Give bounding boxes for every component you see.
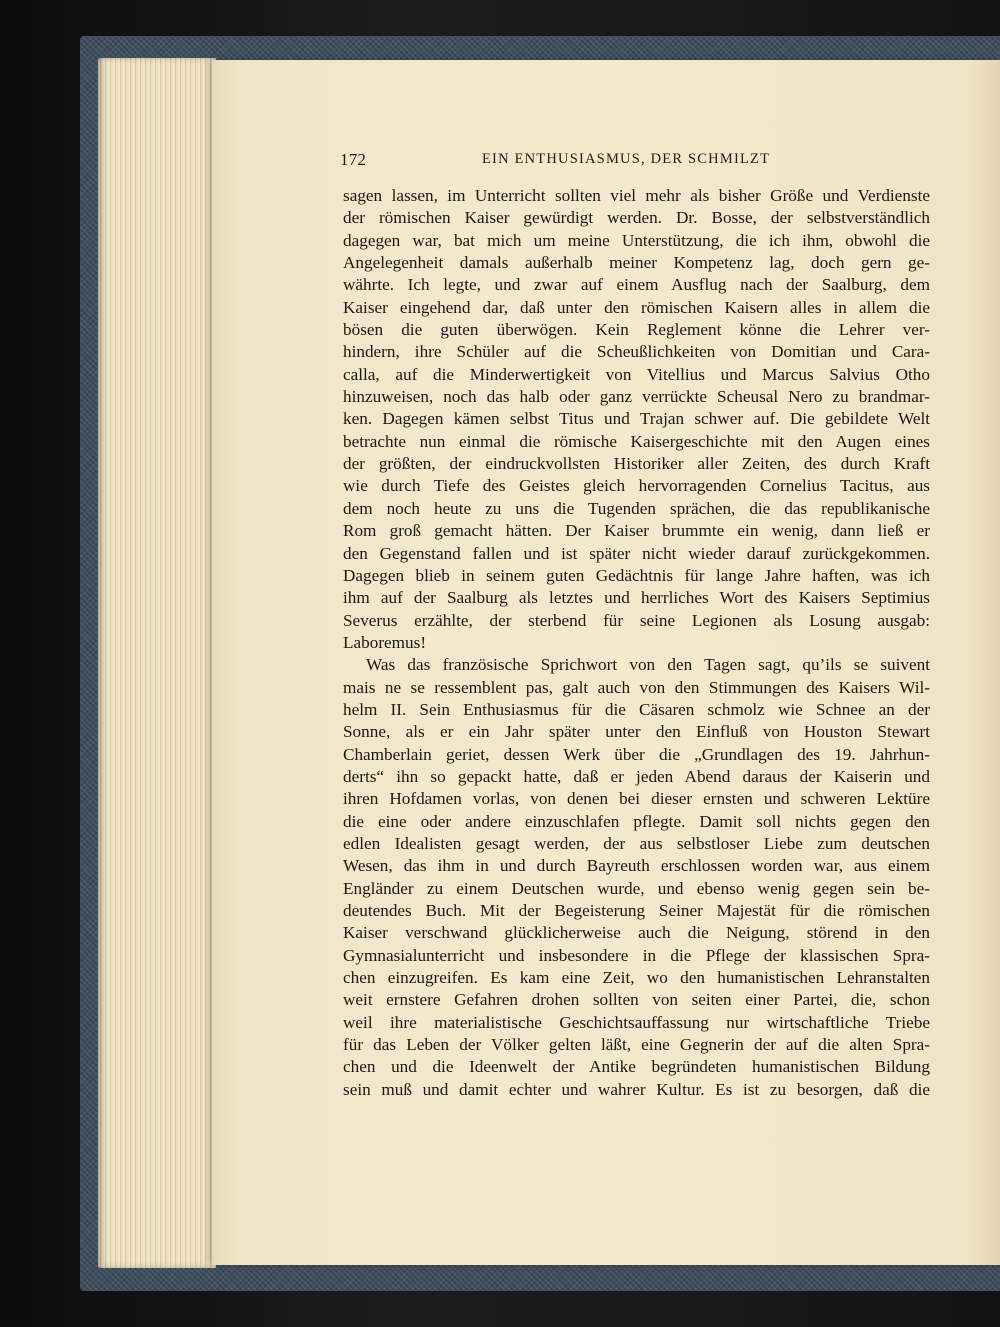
- text-line: mais ne se ressemblent pas, galt auch von den Stimmungen des Kaisers Wil-: [343, 677, 930, 697]
- text-line: für das Leben der Völker gelten läßt, eine Gegnerin der auf die alten Spra-: [343, 1035, 930, 1055]
- text-line: dagegen war, bat mich um meine Unterstützung, die ich ihm, obwohl die: [343, 230, 930, 250]
- text-line: edlen Idealisten gesagt werden, der aus selbstloser Liebe zum deutschen: [343, 833, 930, 853]
- text-line: dem noch heute zu uns die Tugenden sprächen, die das republikanische: [343, 498, 930, 518]
- text-line: die eine oder andere einzuschlafen pflegte. Damit soll nichts gegen den: [343, 811, 930, 831]
- text-line: sagen lassen, im Unterricht sollten viel mehr als bisher Größe und Verdienste: [343, 186, 930, 205]
- text-line: helm II. Sein Enthusiasmus für die Cäsaren schmolz wie Schnee an der: [343, 699, 930, 719]
- text-line: sein muß und damit echter und wahrer Kultur. Es ist zu besorgen, daß die: [343, 1079, 930, 1099]
- running-head: EIN ENTHUSIASMUS, DER SCHMILZT: [482, 151, 771, 167]
- text-line: derts“ ihn so gepackt hatte, daß er jeden Abend daraus der Kaiserin und: [343, 766, 930, 786]
- text-line: bösen die guten überwögen. Kein Reglement könne die Lehrer ver-: [343, 320, 930, 340]
- text-line: Rom groß gemacht hätten. Der Kaiser brummte ein wenig, dann ließ er: [343, 521, 930, 541]
- text-line: der größten, der eindruckvollsten Historiker aller Zeiten, des durch Kraft: [343, 454, 930, 474]
- text-line: betrachte nun einmal die römische Kaisergeschichte mit den Augen eines: [343, 431, 930, 451]
- paragraph: [343, 654, 930, 1101]
- text-line: Gymnasialunterricht und insbesondere in die Pflege der klassischen Spra-: [343, 945, 930, 965]
- body-text: [343, 185, 930, 1101]
- page-edges: [98, 58, 216, 1268]
- text-line: Wesen, das ihm in und durch Bayreuth erschlossen worden war, aus einem: [343, 856, 930, 876]
- text-line: währte. Ich legte, und zwar auf einem Ausflug nach der Saalburg, dem: [343, 275, 930, 295]
- text-line: hindern, ihre Schüler auf die Scheußlichkeiten von Domitian und Cara-: [343, 342, 930, 362]
- text-line: Laboremus!: [343, 632, 427, 652]
- text-line: der römischen Kaiser gewürdigt werden. Dr. Bosse, der selbstverständlich: [343, 208, 930, 228]
- page-header: [340, 150, 940, 172]
- text-line: Was das französische Sprichwort von den Tagen sagt, qu’ils se suivent: [366, 655, 930, 675]
- text-line: weit ernstere Gefahren drohen sollten von seiten einer Partei, die, schon: [343, 990, 930, 1010]
- text-line: Dagegen blieb in seinem guten Gedächtnis für lange Jahre haften, was ich: [343, 565, 930, 585]
- text-line: weil ihre materialistische Geschichtsauffassung nur wirtschaftliche Triebe: [343, 1012, 930, 1032]
- text-line: den Gegenstand fallen und ist später nicht wieder darauf zurückgekommen.: [343, 543, 930, 563]
- text-line: Engländer zu einem Deutschen wurde, und ebenso wenig gegen sein be-: [343, 878, 930, 898]
- text-line: Severus erzählte, der sterbend für seine Legionen als Losung ausgab:: [343, 610, 930, 630]
- text-line: hinzuweisen, noch das halb oder ganz verrückte Scheusal Nero zu brandmar-: [343, 387, 930, 407]
- text-line: ihren Hofdamen vorlas, von denen bei dieser ernsten und schweren Lektüre: [343, 789, 930, 809]
- page-number: 172: [340, 150, 367, 169]
- text-line: Sonne, als er ein Jahr später unter den Einfluß von Houston Stewart: [343, 722, 930, 742]
- text-line: Kaiser verschwand glücklicherweise auch die Neigung, störend in den: [343, 923, 930, 943]
- text-line: Kaiser eingehend dar, daß unter den römischen Kaisern alles in allem die: [343, 297, 930, 317]
- text-line: wie durch Tiefe des Geistes gleich hervorragenden Cornelius Tacitus, aus: [343, 476, 930, 496]
- text-line: Chamberlain geriet, dessen Werk über die „Grundlagen des 19. Jahrhun-: [343, 744, 930, 764]
- text-line: calla, auf die Minderwertigkeit von Vitellius und Marcus Salvius Otho: [343, 364, 930, 384]
- text-line: Angelegenheit damals außerhalb meiner Kompetenz lag, doch gern ge-: [343, 253, 930, 273]
- text-line: ihm auf der Saalburg als letztes und herrliches Wort des Kaisers Septimius: [343, 588, 930, 608]
- text-line: chen und die Ideenwelt der Antike begründeten humanistischen Bildung: [343, 1057, 930, 1077]
- text-line: deutendes Buch. Mit der Begeisterung Seiner Majestät für die römischen: [343, 901, 930, 920]
- paragraph: [343, 185, 930, 654]
- text-line: chen einzugreifen. Es kam eine Zeit, wo den humanistischen Lehranstalten: [343, 968, 930, 988]
- text-line: ken. Dagegen kämen selbst Titus und Trajan schwer auf. Die gebildete Welt: [343, 409, 930, 429]
